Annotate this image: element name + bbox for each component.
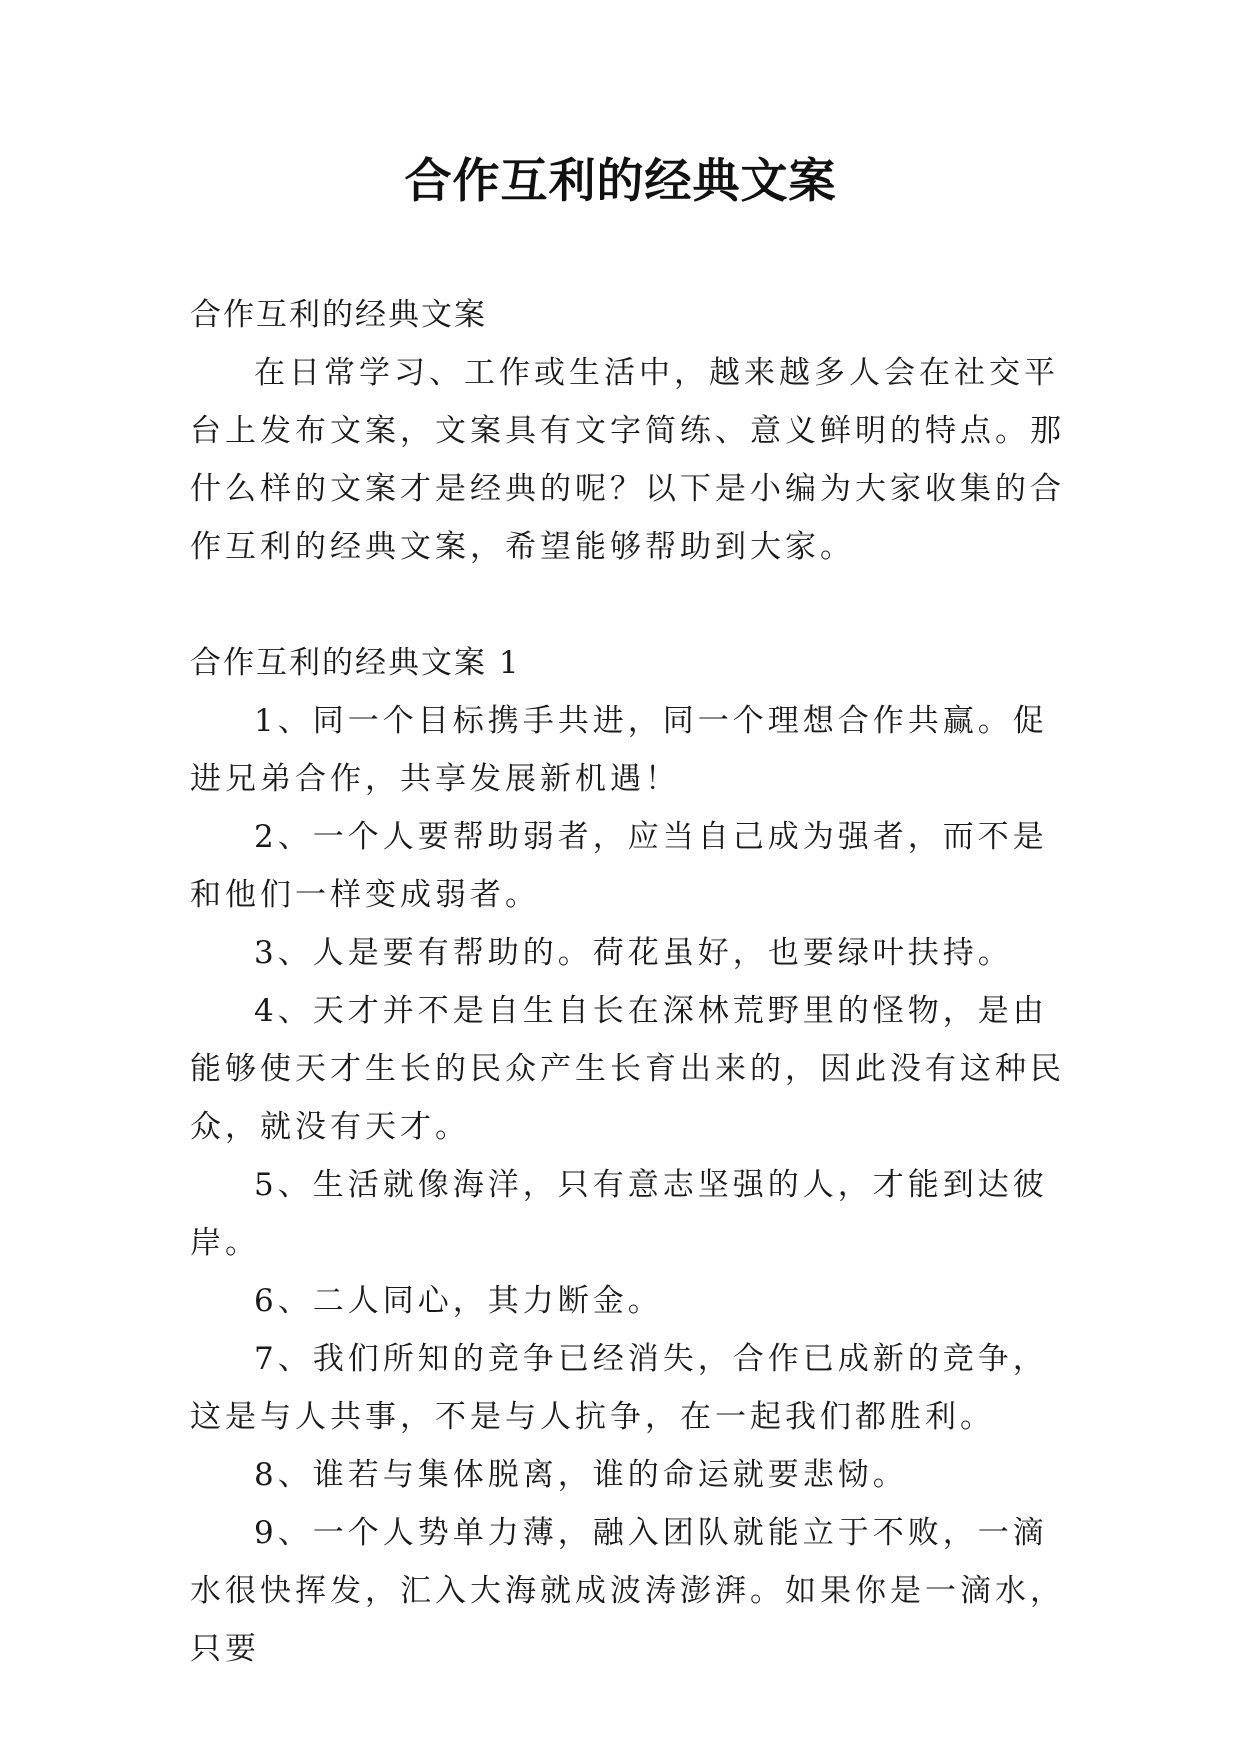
list-item: 2、一个人要帮助弱者，应当自己成为强者，而不是和他们一样变成弱者。: [190, 819, 1048, 913]
document-title: 合作互利的经典文案: [404, 154, 837, 209]
list-item: 9、一个人势单力薄，融入团队就能立于不败，一滴水很快挥发，汇入大海就成波涛澎湃。如果你是一滴水，只要: [190, 1515, 1065, 1667]
document-subtitle: 合作互利的经典文案: [190, 297, 487, 333]
section-heading: 合作互利的经典文案 1: [190, 645, 521, 681]
list-item: 5、生活就像海洋，只有意志坚强的人，才能到达彼岸。: [190, 1167, 1048, 1261]
list-item: 7、我们所知的竞争已经消失，合作已成新的竞争，这是与人共事，不是与人抗争，在一起我们都胜利。: [190, 1341, 1048, 1435]
paragraph-gap: [190, 576, 1070, 634]
list-item: 3、人是要有帮助的。荷花虽好，也要绿叶扶持。: [254, 935, 1013, 971]
list-item: 1、同一个目标携手共进，同一个理想合作共赢。促进兄弟合作，共享发展新机遇！: [190, 703, 1048, 797]
list-item: 8、谁若与集体脱离，谁的命运就要悲恸。: [254, 1457, 908, 1493]
list-item: 4、天才并不是自生自长在深林荒野里的怪物，是由能够使天才生长的民众产生长育出来的，因此没有这种民众，就没有天才。: [190, 993, 1065, 1145]
intro-paragraph: 在日常学习、工作或生活中，越来越多人会在社交平台上发布文案，文案具有文字简练、意义鲜明的特点。那什么样的文案才是经典的呢？以下是小编为大家收集的合作互利的经典文案，希望能够帮助到大家。: [190, 355, 1065, 565]
document-body: [190, 286, 1070, 1678]
list-item: 6、二人同心，其力断金。: [254, 1283, 663, 1319]
